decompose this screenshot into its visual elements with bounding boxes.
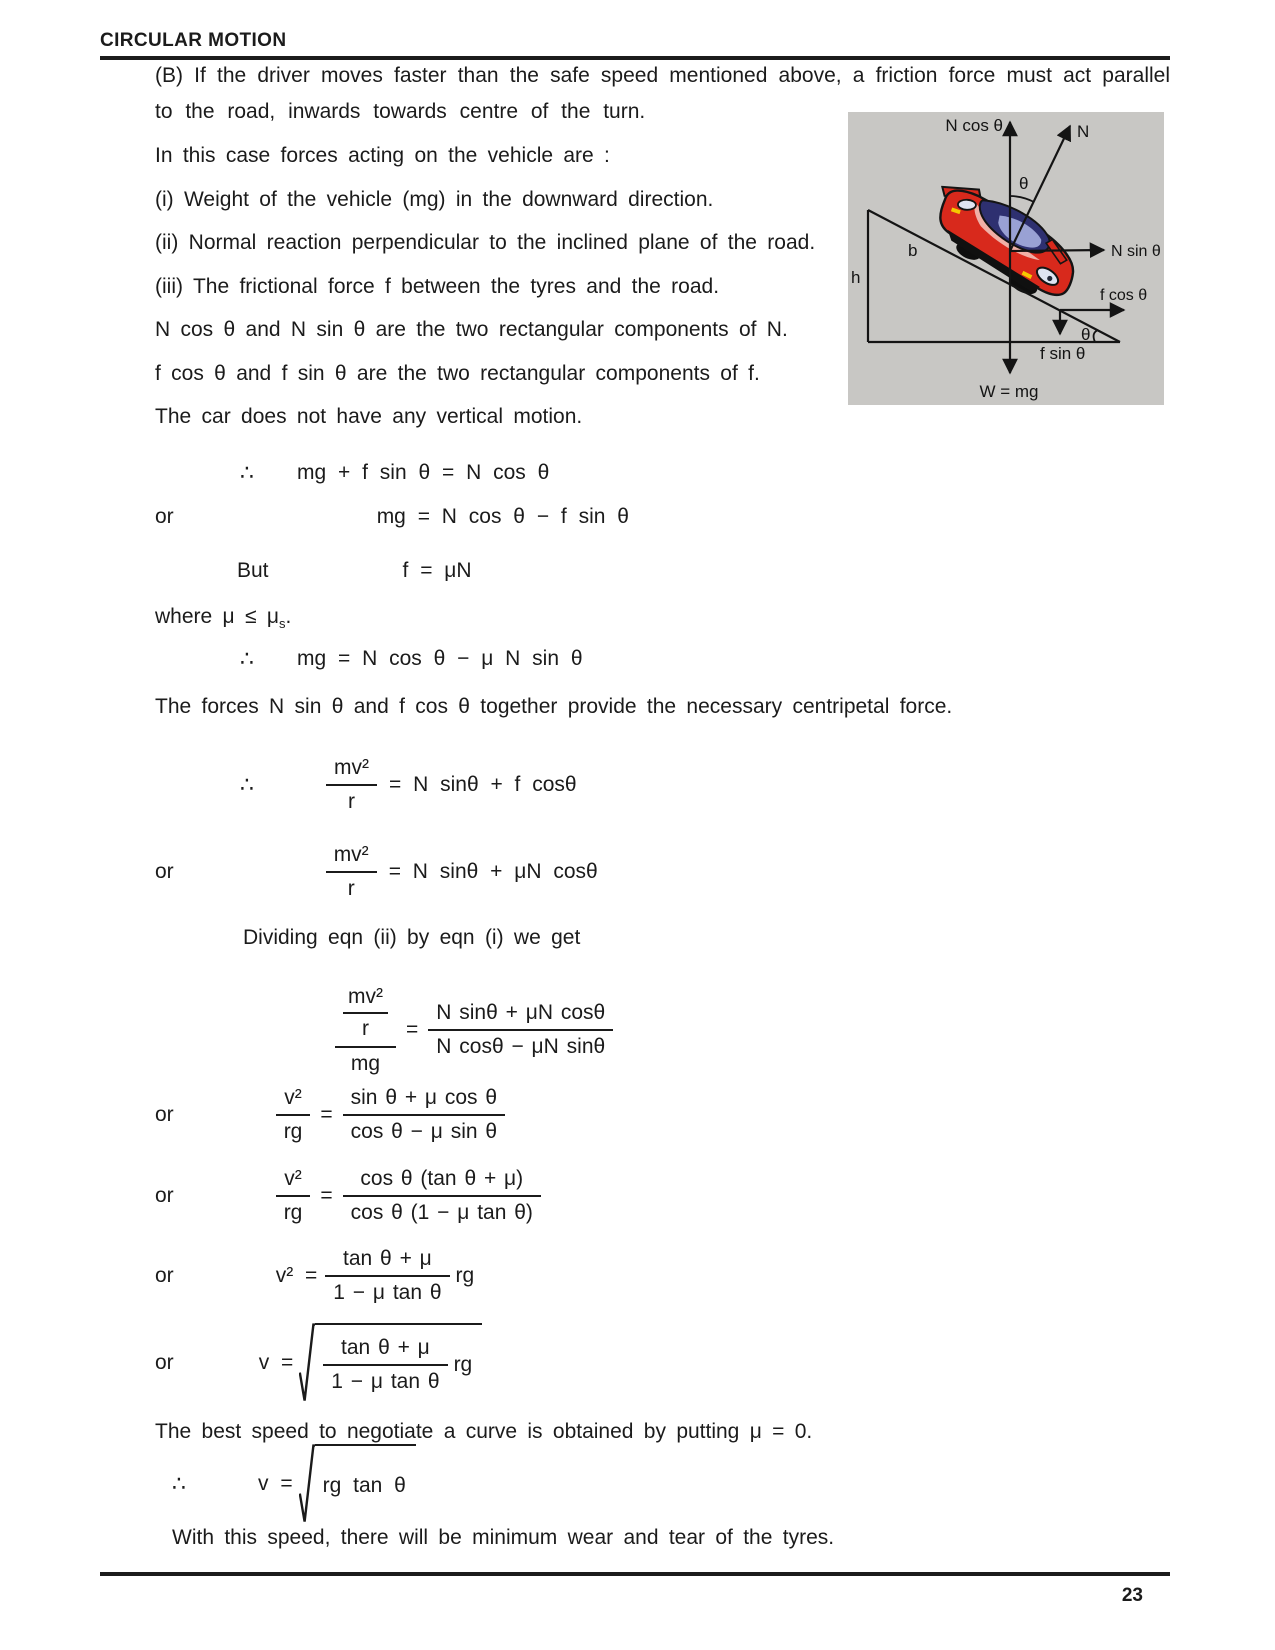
fraction-rhs: $\frac{\text{cos θ (tan θ + μ)}}{\text{cos θ (1 − μ tan θ)}}$ [343,1167,541,1225]
therefore-symbol: ∴ [172,1471,186,1496]
fraction-v2-rg: $\frac{\text{v²}}{rg}$ [276,1086,311,1144]
fraction-rhs: $\frac{\text{N sinθ + μN cosθ}}{\text{N cosθ − μN sinθ}}$ [428,1001,613,1059]
n-components-line: N cos θ and N sin θ are the two rectangular components of N. [155,318,788,341]
equals-sign: = [320,1103,333,1126]
equation-v2rg-2 [155,1156,541,1236]
radical-icon [299,1444,315,1524]
or-label: or [155,505,174,528]
fraction-tan: $\frac{\text{tan θ + μ}}{\text{1 − μ tan θ}}$ [323,1336,447,1394]
square-root [299,1444,416,1524]
but-label: But [237,559,269,582]
v-equals: v = [258,1351,294,1374]
or-label: or [155,1184,174,1207]
rg-factor: rg [453,1353,473,1376]
banked-road-diagram [848,112,1164,410]
fraction-lhs-nested: $\frac{\frac{\text{mv²}}{r}}{mg}$ [335,985,396,1076]
mu-subscript: s [278,616,286,632]
rg-factor: rg [455,1264,475,1287]
or-label: or [155,1103,174,1126]
therefore-symbol: ∴ [240,460,254,485]
theta-top-label: θ [1019,174,1029,193]
fraction-v2-rg: $\frac{\text{v²}}{rg}$ [276,1167,311,1225]
fraction-mv2-r: $\frac{\text{mv²}}{r}$ [326,756,377,814]
intro-line: In this case forces acting on the vehicle are : [155,144,610,167]
paragraph-b-line1: (B) If the driver moves faster than the safe speed mentioned above, a friction force must act parallel [155,64,1170,87]
f-components-line: f cos θ and f sin θ are the two rectangular components of f. [155,362,760,385]
theta-bottom-label: θ [1081,325,1091,344]
equation-1-body: mg + f sin θ = N cos θ [297,461,550,484]
equation-2-body: mg = N cos θ − f sin θ [376,505,629,528]
f-sin-theta-label: f sin θ [1040,344,1086,363]
equation-v2 [155,1236,474,1316]
or-label: or [155,1351,174,1374]
equals-sign: = [406,1018,419,1041]
header-rule [100,56,1170,60]
equation-centripetal-i [240,747,577,823]
equation-4-body: mg = N cos θ − μ N sin θ [297,647,583,670]
equation-3 [237,559,472,583]
centripetal-line: The forces N sin θ and f cos θ together provide the necessary centripetal force. [155,695,953,718]
or-label: or [155,860,174,883]
fraction-mv2-r: $\frac{\text{mv²}}{r}$ [343,985,388,1041]
square-root [299,1323,482,1403]
equation-division [335,975,613,1085]
where-line [155,605,291,636]
v2-equals: v² = [275,1264,318,1287]
equation-4 [240,646,583,672]
equation-centripetal-ii [155,834,598,910]
equation-final [172,1456,416,1512]
f-cos-theta-label: f cos θ [1100,287,1148,304]
equals-sign: = [320,1184,333,1207]
v-equals: v = [258,1472,293,1495]
w-mg-label: W = mg [979,382,1039,401]
where-text: where μ ≤ μ [155,605,279,628]
where-period: . [285,605,292,628]
therefore-symbol: ∴ [240,646,254,671]
equation-1 [240,460,549,486]
h-label: h [851,268,861,287]
closing-line: With this speed, there will be minimum wear and tear of the tyres. [172,1526,835,1549]
equation-v-sqrt [155,1320,482,1406]
equation-rhs: = N sinθ + μN cosθ [388,860,598,883]
equation-3-body: f = μN [402,559,472,582]
item-iii: (iii) The frictional force f between the tyres and the road. [155,275,720,298]
fraction-rhs: $\frac{\text{sin θ + μ cos θ}}{\text{cos θ − μ sin θ}}$ [343,1086,505,1144]
n-sin-theta-label: N sin θ [1111,243,1161,260]
fraction-tan: $\frac{\text{tan θ + μ}}{\text{1 − μ tan θ}}$ [325,1247,449,1305]
paragraph-b-line2: to the road, inwards towards centre of the turn. [155,100,646,123]
fraction-mv2-r: $\frac{\text{mv²}}{r}$ [326,843,377,901]
radical-icon [299,1323,315,1403]
item-i: (i) Weight of the vehicle (mg) in the downward direction. [155,188,714,211]
or-label: or [155,1264,174,1287]
page-header-title: CIRCULAR MOTION [100,30,287,51]
therefore-symbol: ∴ [240,772,254,797]
dividing-line: Dividing eqn (ii) by eqn (i) we get [243,926,581,949]
b-label: b [908,241,918,260]
page-number: 23 [1121,1585,1143,1606]
footer-rule [100,1572,1170,1576]
equation-v2rg-1 [155,1075,505,1155]
item-ii: (ii) Normal reaction perpendicular to the inclined plane of the road. [155,231,816,254]
n-label: N [1077,122,1090,141]
no-vertical-motion-line: The car does not have any vertical motion. [155,405,583,428]
equation-2 [155,505,629,529]
equation-rhs: = N sinθ + f cosθ [389,773,577,796]
best-speed-line: The best speed to negotiate a curve is obtained by putting μ = 0. [155,1420,813,1443]
n-cos-theta-label: N cos θ [945,116,1003,135]
sqrt-content: rg tan θ [315,1444,416,1524]
